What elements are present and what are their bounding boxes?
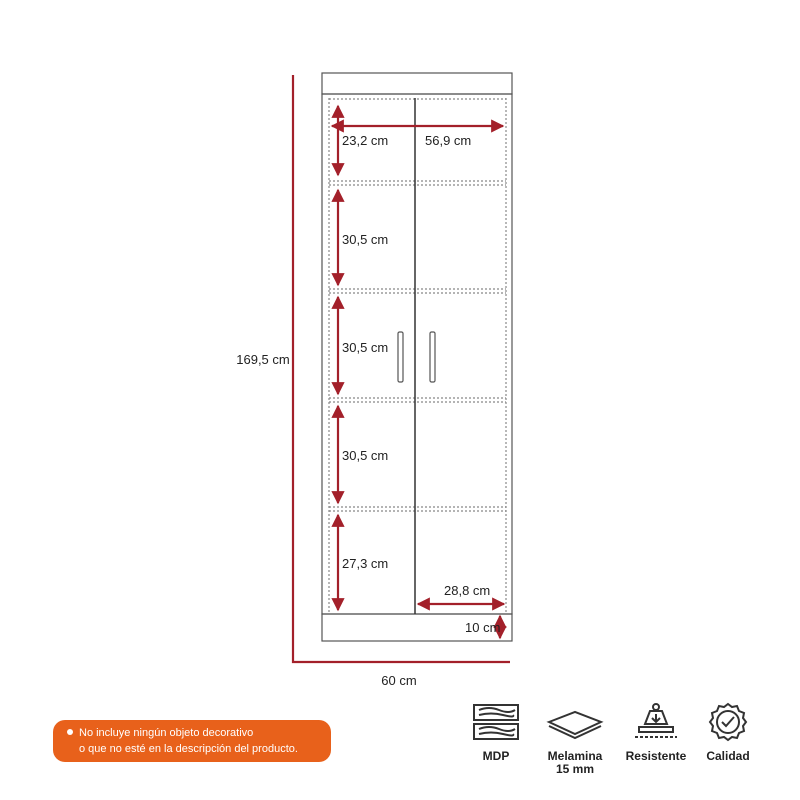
disclaimer-notice (53, 720, 331, 762)
weight-resistant-icon (631, 702, 681, 742)
feature-melamine-label-1: Melamina (547, 749, 603, 763)
cabinet-top (322, 73, 512, 94)
base-height-label: 10 cm (465, 620, 501, 635)
right-door-handle (430, 332, 435, 382)
feature-quality-label: Calidad (706, 749, 750, 763)
mdp-boards-icon (471, 702, 521, 742)
left-door-handle (398, 332, 403, 382)
total-height-line (293, 75, 510, 662)
disclaimer-line-1: No incluye ningún objeto decorativo (79, 727, 254, 739)
shelf-4-height-label: 30,5 cm (342, 448, 389, 463)
disclaimer-line-2: o que no esté en la descripción del producto. (79, 743, 298, 755)
disclaimer-line-1-row (67, 725, 331, 741)
top-shelf-height-label: 23,2 cm (342, 133, 389, 148)
total-height-label: 169,5 cm (236, 352, 290, 367)
feature-resistant-label: Resistente (625, 749, 687, 763)
door-width-label: 28,8 cm (444, 583, 491, 598)
shelf-3-height-label: 30,5 cm (342, 340, 389, 355)
feature-melamine-label-2: 15 mm (555, 762, 595, 776)
melamine-sheet-icon (545, 702, 605, 742)
bullet-icon (67, 729, 73, 735)
inner-width-label: 56,9 cm (425, 133, 472, 148)
bottom-shelf-height-label: 27,3 cm (342, 556, 389, 571)
feature-melamine (540, 702, 610, 776)
shelf-2-height-label: 30,5 cm (342, 232, 389, 247)
feature-mdp-label: MDP (482, 749, 510, 763)
total-width-label: 60 cm (381, 673, 417, 688)
feature-resistant (622, 702, 690, 763)
quality-seal-icon (708, 702, 748, 742)
dimension-lines (293, 75, 510, 662)
feature-mdp (466, 702, 526, 763)
feature-quality (700, 702, 756, 763)
